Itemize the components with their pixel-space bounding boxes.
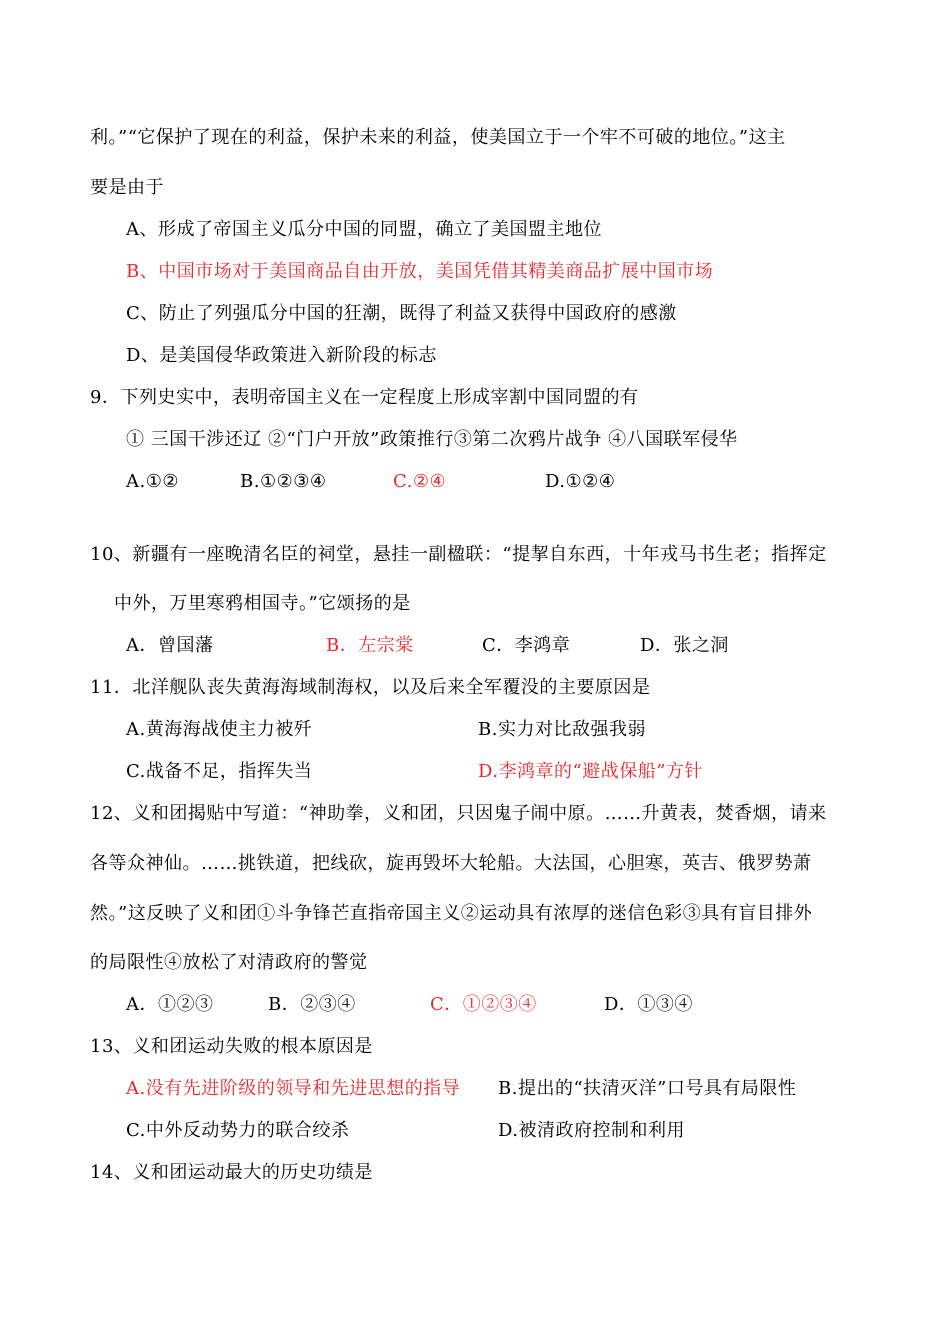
q9-items: ① 三国干涉还辽 ②“门户开放”政策推行③第二次鸦片战争 ④八国联军侵华 [126,429,738,450]
q12-options-row [0,994,950,1016]
q8-option-c: C、防止了列强瓜分中国的狂潮，既得了利益又获得中国政府的感激 [126,303,677,324]
q8-option-b-answer: B、中国市场对于美国商品自由开放，美国凭借其精美商品扩展中国市场 [126,261,714,282]
q11-stem: 11．北洋舰队丧失黄海海域制海权，以及后来全军覆没的主要原因是 [90,677,651,698]
q10-options-row [0,635,950,657]
q13-option-b: B.提出的“扶清灭洋”口号具有局限性 [498,1078,797,1099]
q13-stem: 13、义和团运动失败的根本原因是 [90,1036,373,1057]
q13-option-d: D.被清政府控制和利用 [498,1120,686,1141]
q11-option-d-answer: D.李鸿章的“避战保船”方针 [478,761,703,782]
q10-stem-line1: 10、新疆有一座晚清名臣的祠堂，悬挂一副楹联：“提挈自东西，十年戎马书生老；指挥定 [90,544,827,565]
q11-option-b: B.实力对比敌强我弱 [478,719,646,740]
q9-option-c-answer: C.②④ [393,471,447,492]
q10-option-b-answer: B．左宗棠 [326,635,414,656]
q9-option-d: D.①②④ [545,471,616,492]
q14-stem: 14、义和团运动最大的历史功绩是 [90,1162,373,1183]
q11-options-row1 [0,719,950,741]
q12-option-d: D．①③④ [604,994,693,1015]
q10-option-c: C．李鸿章 [482,635,571,656]
q8-option-d: D、是美国侵华政策进入新阶段的标志 [126,345,437,366]
q11-option-c: C.战备不足，指挥失当 [126,761,313,782]
q12-stem-line2: 各等众神仙。……挑铁道，把线砍，旋再毁坏大轮船。大法国，心胆寒，英吉、俄罗势萧 [90,853,812,874]
q10-stem-line2: 中外，万里寒鸦相国寺。”它颂扬的是 [114,593,411,614]
q12-option-a: A．①②③ [126,994,214,1015]
q10-option-a: A．曾国藩 [126,635,214,656]
q9-options-row [0,471,950,493]
q12-option-c-answer: C．①②③④ [430,994,537,1015]
q8-option-a: A、形成了帝国主义瓜分中国的同盟，确立了美国盟主地位 [126,219,602,240]
q8-stem-line2: 要是由于 [90,177,164,198]
q13-options-row2 [0,1120,950,1142]
q11-option-a: A.黄海海战使主力被歼 [126,719,313,740]
q13-option-a-answer: A.没有先进阶级的领导和先进思想的指导 [126,1078,461,1099]
q12-stem-line4: 的局限性④放松了对清政府的警觉 [90,952,368,973]
q9-stem: 9．下列史实中，表明帝国主义在一定程度上形成宰割中国同盟的有 [90,387,639,408]
q12-stem-line1: 12、义和团揭贴中写道：“神助拳，义和团，只因鬼子闹中原。……升黄表，焚香烟，请来 [90,803,827,824]
q11-options-row2 [0,761,950,783]
q13-options-row1 [0,1078,950,1100]
q9-option-b: B.①②③④ [240,471,327,492]
q8-stem-line1: 利。”“它保护了现在的利益，保护未来的利益，使美国立于一个牢不可破的地位。”这主 [90,127,786,148]
q10-option-d: D．张之洞 [640,635,729,656]
q12-stem-line3: 然。”这反映了义和团①斗争锋芒直指帝国主义②运动具有浓厚的迷信色彩③具有盲目排外 [90,903,813,924]
q12-option-b: B．②③④ [268,994,356,1015]
q9-option-a: A.①② [126,471,179,492]
q13-option-c: C.中外反动势力的联合绞杀 [126,1120,350,1141]
